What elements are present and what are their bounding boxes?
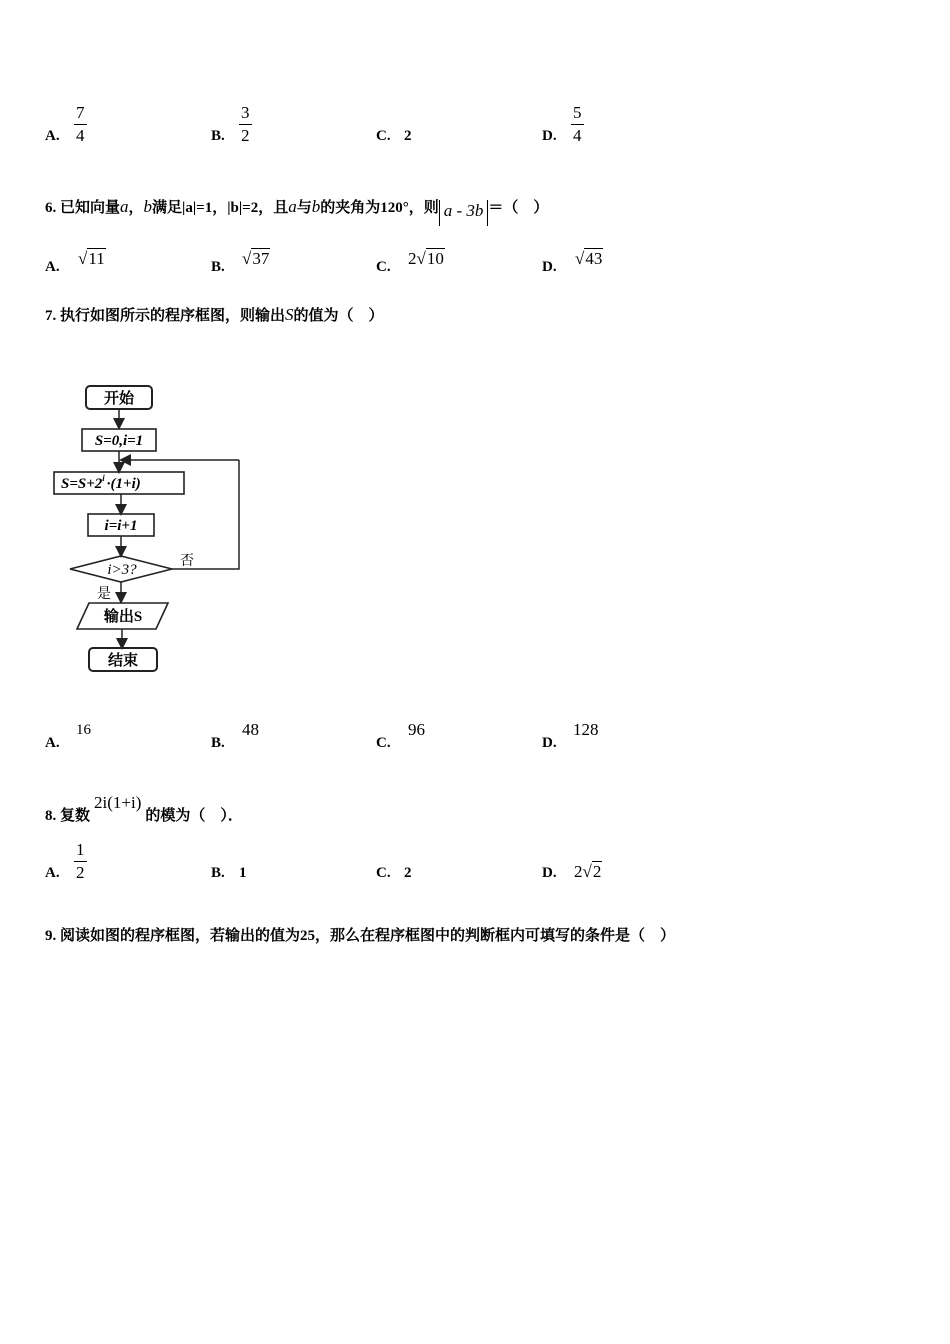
q8-option-b-value: 1	[239, 865, 247, 881]
question-number: 8.	[45, 808, 57, 824]
numerator: 3	[239, 103, 252, 125]
vector-a: a	[288, 197, 297, 216]
q8-stem	[45, 793, 243, 825]
denominator: 2	[241, 126, 250, 145]
q5-option-c-value: 2	[404, 128, 412, 144]
flowchart	[40, 375, 260, 685]
end-label: 结束	[107, 653, 139, 669]
denominator: 4	[76, 126, 85, 145]
question-number: 9.	[45, 928, 57, 944]
variable-s: S	[285, 305, 294, 324]
question-number: 7.	[45, 308, 57, 324]
stem-text: 阅读如图的程序框图，若输出的值为25，那么在程序框图中的判断框内可填写的条件是（ ）	[60, 928, 676, 944]
radicand: 37	[252, 249, 270, 268]
question-number: 6.	[45, 200, 57, 216]
q7-option-a-value: 16	[76, 722, 91, 738]
q6-option-d-label: D.	[542, 259, 557, 275]
q8-option-a-label: A.	[45, 865, 60, 881]
q8-option-a-fraction	[74, 840, 87, 883]
q8-option-d-label: D.	[542, 865, 557, 881]
stem-text: 的夹角为120°，则	[320, 200, 439, 216]
update-s-text: S=S+2	[61, 476, 103, 492]
q6-stem	[45, 196, 548, 226]
complex-expression: 2i(1+i)	[94, 793, 142, 812]
stem-text: ，且	[258, 200, 289, 216]
numerator: 1	[74, 840, 87, 862]
stem-text: 的模为（ ）．	[145, 808, 243, 824]
stem-text: ，	[212, 200, 228, 216]
q7-option-d-value: 128	[573, 720, 599, 739]
numerator: 5	[571, 103, 584, 125]
stem-text: 与	[296, 200, 312, 216]
q7-option-a-label: A.	[45, 735, 60, 751]
stem-text: 满足	[152, 200, 183, 216]
coefficient: 2	[574, 862, 583, 881]
no-label: 否	[180, 554, 194, 569]
q5-option-b-fraction	[239, 103, 252, 146]
output-label: 输出S	[103, 609, 143, 625]
no-branch-line	[172, 460, 239, 569]
q6-option-c-sqrt: 2√10	[408, 249, 444, 268]
exponent-i: i	[102, 473, 105, 483]
stem-text: 执行如图所示的程序框图，则输出	[60, 308, 286, 324]
coefficient: 2	[408, 249, 417, 268]
radicand: 10	[426, 249, 444, 268]
stem-text: ＝（ ）	[488, 200, 549, 216]
q7-option-b-label: B.	[211, 735, 225, 751]
q7-option-d-label: D.	[542, 735, 557, 751]
q5-option-c-label: C.	[376, 128, 391, 144]
q5-option-d-label: D.	[542, 128, 557, 144]
start-label: 开始	[103, 391, 135, 407]
yes-label: 是	[97, 587, 111, 602]
q5-option-b-label: B.	[211, 128, 225, 144]
q7-stem	[45, 304, 384, 325]
q9-stem	[45, 924, 675, 945]
vector-a: a	[120, 197, 129, 216]
condition-label: i>3?	[107, 562, 137, 578]
q8-option-c-label: C.	[376, 865, 391, 881]
stem-text: ，	[128, 200, 144, 216]
q8-option-b-label: B.	[211, 865, 225, 881]
update-s-label	[61, 473, 141, 492]
update-s-tail: ·(1+i)	[106, 476, 141, 492]
denominator: 2	[76, 863, 85, 882]
q7-option-b-value: 48	[242, 720, 259, 739]
q5-option-a-label: A.	[45, 128, 60, 144]
q6-option-b-label: B.	[211, 259, 225, 275]
q6-option-a-sqrt: √11	[78, 249, 105, 268]
condition-b: |b|=2	[227, 200, 259, 216]
q8-option-d-sqrt: 2√2	[574, 862, 602, 881]
init-label: S=0,i=1	[94, 433, 144, 449]
q6-option-b-sqrt: √37	[242, 249, 270, 268]
q6-option-d-sqrt: √43	[575, 249, 603, 268]
q6-option-a-label: A.	[45, 259, 60, 275]
q7-option-c-value: 96	[408, 720, 425, 739]
stem-text: 的值为（ ）	[293, 308, 384, 324]
condition-a: |a|=1	[182, 200, 213, 216]
q7-option-c-label: C.	[376, 735, 391, 751]
radicand: 2	[592, 862, 602, 881]
q5-option-a-fraction	[74, 103, 87, 146]
stem-text: 已知向量	[60, 200, 121, 216]
radicand: 43	[585, 249, 603, 268]
radicand: 11	[88, 249, 105, 268]
vector-b: b	[143, 197, 153, 216]
q6-option-c-label: C.	[376, 259, 391, 275]
update-i-label: i=i+1	[104, 518, 138, 534]
q5-option-d-fraction	[571, 103, 584, 146]
q8-option-c-value: 2	[404, 865, 412, 881]
stem-text: 复数	[60, 808, 91, 824]
numerator: 7	[74, 103, 87, 125]
denominator: 4	[573, 126, 582, 145]
magnitude-expression: a - 3b	[439, 200, 489, 226]
vector-b: b	[311, 197, 321, 216]
